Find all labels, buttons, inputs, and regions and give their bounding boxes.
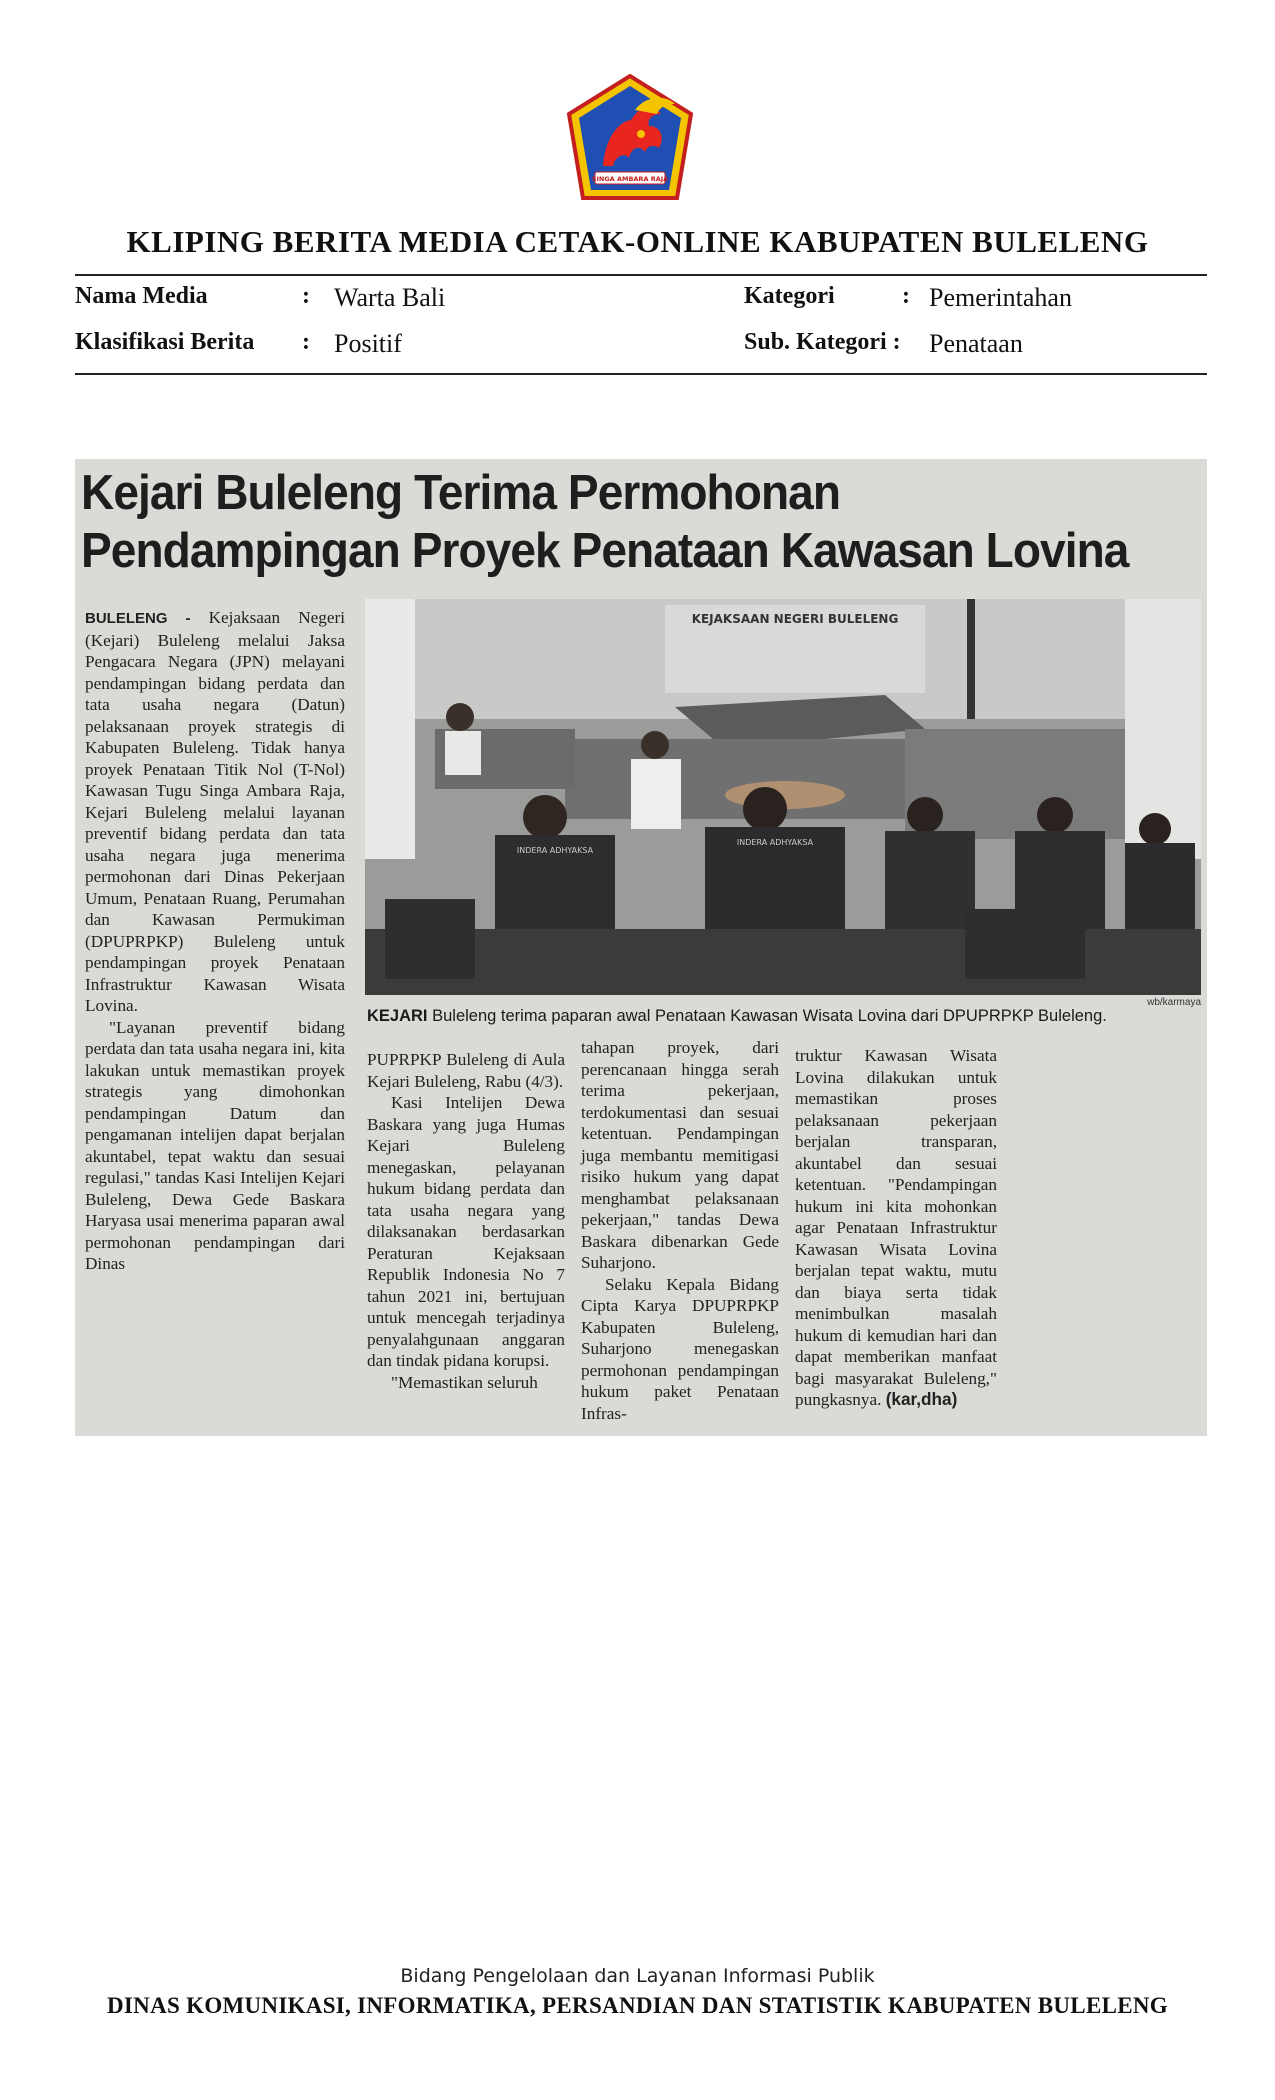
divider-top — [75, 274, 1207, 276]
footer-agency: DINAS KOMUNIKASI, INFORMATIKA, PERSANDIAN DAN STATISTIK KABUPATEN BULELENG — [107, 1993, 1168, 2018]
col4-paragraph-1: truktur Kawasan Wisata Lovina dilakukan untuk memastikan proses pelaksanaan pekerjaan berjalan transparan, akuntabel dan sesuai ketentuan. "Pendampingan hukum ini kita mohonkan agar Penataan Infrastruktur Kawasan Wisata Lovina berjalan tepat waktu, mutu dan biaya serta tidak menimbulkan masalah hukum di kemudian hari dan dapat memberikan manfaat bagi masyarakat Buleleng," pungkasnya. — [795, 1046, 997, 1409]
headline-line-1: Kejari Buleleng Terima Permohonan — [81, 466, 841, 520]
headline-line-2: Pendampingan Proyek Penataan Kawasan Lovina — [81, 524, 1129, 578]
klasifikasi-label: Klasifikasi Berita — [75, 329, 255, 355]
article-column-3 — [581, 1037, 779, 1424]
article-signoff: (kar,dha) — [885, 1389, 958, 1409]
col1-paragraph-2: "Layanan preventif bidang perdata dan tata usaha negara ini, kita lakukan untuk memastikan proyek strategis yang dimohonkan pendampingan Datum dan pengamanan intelijen dapat berjalan akuntabel, tepat waktu dan sesuai regulasi," tandas Kasi Intelijen Kejari Buleleng, Dewa Gede Baskara Haryasa usai menerima paparan awal permohonan pendampingan dari Dinas — [85, 1017, 345, 1273]
dateline: BULELENG - — [85, 610, 191, 627]
footer-unit: Bidang Pengelolaan dan Layanan Informasi Publik — [400, 1965, 875, 1987]
caption-text: Buleleng terima paparan awal Penataan Kawasan Wisata Lovina dari DPUPRPKP Buleleng. — [427, 1007, 1107, 1025]
photo-shirt-text-1: INDERA ADHYAKSA — [516, 846, 594, 855]
col1-paragraph-1: Kejaksaan Negeri (Kejari) Buleleng melalui Jaksa Pengacara Negara (JPN) melayani pendampingan bidang perdata dan tata usaha negara (Datun) pelaksanaan proyek strategis di Kabupaten Buleleng. Tidak hanya proyek Penataan Titik Nol (T-Nol) Kawasan Tugu Singa Ambara Raja, Kejari Buleleng melalui layanan preventif bidang perdata dan tata usaha negara juga menerima permohonan dari Dinas Pekerjaan Umum, Penataan Ruang, Perumahan dan Kawasan Permukiman (DPUPRPKP) Buleleng untuk pendampingan proyek Penataan Infrastruktur Kawasan Wisata Lovina. — [85, 608, 345, 1015]
event-photo — [365, 599, 1201, 995]
article-column-4 — [795, 1045, 997, 1411]
col3-paragraph-1: tahapan proyek, dari perencanaan hingga serah terima pekerjaan, terdokumentasi dan sesuai ketentuan. Pendampingan juga membantu memitigasi risiko hukum yang dapat menghambat pelaksanaan pekerjaan," tandas Dewa Baskara dibenarkan Gede Suharjono. — [581, 1038, 779, 1272]
logo-motto: SINGA AMBARA RAJA — [591, 175, 669, 183]
photo-shirt-text-2: INDERA ADHYAKSA — [736, 838, 814, 847]
divider-bottom — [75, 373, 1207, 375]
nama-media-colon: : — [302, 283, 310, 309]
buleleng-lion-crest-icon — [565, 74, 695, 202]
sub-kategori-label: Sub. Kategori : — [744, 329, 901, 355]
article-column-1 — [85, 607, 345, 1275]
kategori-value: Pemerintahan — [929, 283, 1072, 312]
news-clipping — [75, 459, 1207, 1436]
photo-sign: KEJAKSAAN NEGERI BULELENG — [691, 612, 899, 626]
col2-paragraph-2: Kasi Intelijen Dewa Baskara yang juga Humas Kejari Buleleng menegaskan, pelayanan hukum bidang perdata dan tata usaha negara yang dilaksanakan berdasarkan Peraturan Kejaksaan Republik Indonesia No 7 tahun 2021 ini, bertujuan untuk mencegah terjadinya penyalahgunaan anggaran dan tindak pidana korupsi. — [367, 1093, 565, 1370]
caption-bold: KEJARI — [367, 1007, 428, 1025]
col2-paragraph-3: "Memastikan seluruh — [391, 1372, 538, 1392]
kategori-colon: : — [902, 283, 910, 309]
article-column-2 — [367, 1049, 565, 1393]
col2-paragraph-1: PUPRPKP Buleleng di Aula Kejari Buleleng, Rabu (4/3). — [367, 1050, 565, 1091]
photo-credit: wb/karmaya — [1147, 997, 1201, 1008]
photo-caption — [367, 1007, 1203, 1026]
col3-paragraph-2: Selaku Kepala Bidang Cipta Karya DPUPRPKP Kabupaten Buleleng, Suharjono menegaskan permohonan pendampingan hukum paket Penataan Infras- — [581, 1274, 779, 1423]
kategori-label: Kategori — [744, 283, 835, 309]
sub-kategori-value: Penataan — [929, 329, 1023, 358]
nama-media-value: Warta Bali — [334, 283, 446, 312]
page-title: KLIPING BERITA MEDIA CETAK-ONLINE KABUPATEN BULELENG — [126, 224, 1149, 259]
klasifikasi-value: Positif — [334, 329, 402, 358]
nama-media-label: Nama Media — [75, 283, 208, 309]
klasifikasi-colon: : — [302, 329, 310, 355]
